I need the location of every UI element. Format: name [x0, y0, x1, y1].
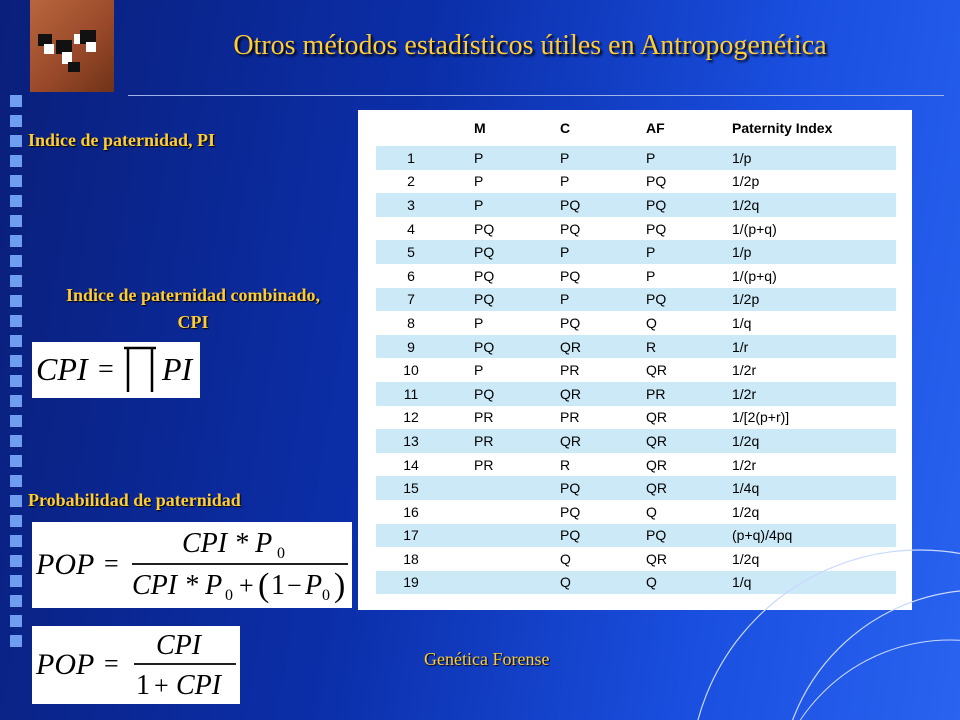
table-cell: 1/(p+q): [732, 267, 777, 284]
table-cell: PQ: [560, 524, 646, 548]
table-cell: PQ: [560, 503, 581, 520]
table-cell: 10: [403, 362, 419, 379]
table-cell: Q: [646, 571, 732, 595]
table-row: [376, 217, 896, 241]
svg-text:=: =: [104, 549, 119, 578]
table-cell: 1/p: [732, 146, 896, 170]
table-cell: PQ: [560, 267, 581, 284]
table-cell: QR: [560, 429, 646, 453]
table-cell: P: [560, 288, 646, 312]
table-cell: [474, 571, 560, 595]
table-cell: Q: [560, 550, 571, 567]
table-cell: Q: [560, 571, 646, 595]
table-cell: QR: [646, 409, 667, 426]
table-cell: PQ: [646, 524, 732, 548]
cpi-formula: [32, 342, 200, 398]
table-cell: P: [560, 173, 570, 190]
table-cell: 19: [376, 571, 474, 595]
decorative-square-strip: [10, 95, 24, 655]
svg-text:1: 1: [271, 570, 285, 601]
decorative-arcs: [620, 520, 960, 720]
table-cell: P: [646, 146, 732, 170]
table-cell: PQ: [474, 240, 560, 264]
table-row: [376, 193, 896, 217]
table-cell: [474, 524, 560, 548]
table-cell: PR: [474, 409, 494, 426]
table-cell: R: [560, 456, 571, 473]
table-cell: QR: [646, 362, 667, 379]
table-cell: PQ: [560, 220, 581, 237]
table-cell: 1/4q: [732, 476, 896, 500]
pop-formula-simple: [32, 626, 240, 704]
table-cell: 9: [376, 335, 474, 359]
table-cell: 7: [376, 288, 474, 312]
cpi-label: [28, 282, 358, 336]
table-row: [376, 311, 896, 335]
table-cell: PQ: [646, 173, 667, 190]
table-row: [376, 335, 896, 359]
svg-text:CPI * P: CPI * P: [182, 528, 273, 559]
column-header: Paternity Index: [732, 120, 833, 136]
svg-text:0: 0: [225, 587, 233, 604]
title-divider: [128, 95, 944, 96]
table-cell: 1: [376, 146, 474, 170]
table-cell: PR: [474, 429, 560, 453]
table-cell: 1/[2(p+r)]: [732, 409, 790, 426]
table-cell: 1/(p+q): [732, 220, 777, 237]
table-cell: [474, 476, 560, 500]
table-cell: QR: [646, 476, 732, 500]
table-cell: 1/2r: [732, 362, 757, 379]
pi-label: Indice de paternidad, PI: [28, 130, 216, 150]
table-cell: 11: [376, 382, 474, 406]
table-cell: PQ: [646, 193, 732, 217]
table-cell: P: [646, 267, 656, 284]
table-cell: 5: [376, 240, 474, 264]
table-row: [376, 288, 896, 312]
pop-formula-full: [32, 522, 352, 608]
table-cell: PR: [560, 362, 580, 379]
table-cell: PQ: [474, 267, 495, 284]
table-cell: PQ: [560, 476, 646, 500]
table-cell: 1/2r: [732, 382, 896, 406]
table-cell: 1/2q: [732, 503, 760, 520]
table-cell: P: [474, 314, 484, 331]
table-row: [376, 146, 896, 170]
table-cell: P: [474, 193, 560, 217]
table-cell: 1/r: [732, 335, 896, 359]
table-row: [376, 406, 896, 430]
table-cell: PR: [474, 456, 494, 473]
table-cell: 2: [407, 173, 415, 190]
table-cell: 6: [407, 267, 415, 284]
table-cell: QR: [646, 429, 732, 453]
svg-text:0: 0: [277, 545, 285, 562]
svg-text:=: =: [98, 354, 114, 385]
table-cell: 13: [376, 429, 474, 453]
table-cell: 15: [376, 476, 474, 500]
table-row: [376, 382, 896, 406]
svg-text:0: 0: [322, 587, 330, 604]
table-cell: PQ: [646, 288, 732, 312]
svg-text:POP: POP: [36, 548, 95, 581]
table-cell: 1/2q: [732, 193, 896, 217]
table-cell: 1/2q: [732, 550, 760, 567]
table-cell: P: [560, 240, 646, 264]
table-row: [376, 453, 896, 477]
table-cell: PQ: [474, 220, 495, 237]
table-cell: 18: [403, 550, 419, 567]
table-cell: Q: [646, 314, 657, 331]
table-cell: P: [474, 173, 484, 190]
table-cell: 1/2r: [732, 456, 757, 473]
table-cell: 17: [376, 524, 474, 548]
table-cell: PQ: [560, 193, 646, 217]
table-cell: PR: [560, 409, 580, 426]
table-cell: QR: [560, 382, 646, 406]
table-cell: 3: [376, 193, 474, 217]
table-cell: P: [474, 146, 560, 170]
table-row: [376, 240, 896, 264]
table-cell: (p+q)/4pq: [732, 524, 896, 548]
column-header: M: [474, 120, 486, 136]
svg-text:PI: PI: [162, 351, 193, 387]
table-row: [376, 170, 896, 194]
svg-text:POP: POP: [36, 648, 95, 681]
table-row: [376, 429, 896, 453]
table-cell: 1/2p: [732, 288, 896, 312]
svg-text:+: +: [239, 571, 254, 600]
svg-text:CPI: CPI: [176, 670, 222, 701]
table-cell: 1/p: [732, 240, 896, 264]
svg-text:1: 1: [136, 670, 150, 701]
table-cell: PR: [646, 382, 732, 406]
svg-text:=: =: [104, 649, 119, 678]
cpi-label-line1: Indice de paternidad combinado,: [65, 285, 321, 305]
table-cell: P: [646, 240, 732, 264]
table-cell: 1/q: [732, 314, 752, 331]
table-header-row: [376, 110, 896, 146]
table-row: [376, 476, 896, 500]
table-cell: 16: [403, 503, 419, 520]
svg-text:+: +: [154, 671, 169, 700]
svg-text:CPI: CPI: [36, 351, 88, 387]
svg-text:(: (: [258, 567, 270, 604]
svg-text:−: −: [287, 571, 302, 600]
table-cell: PQ: [560, 314, 581, 331]
column-header: AF: [646, 120, 665, 136]
table-cell: 14: [403, 456, 419, 473]
table-cell: Q: [646, 503, 657, 520]
table-row: [376, 358, 896, 382]
table-cell: 8: [407, 314, 415, 331]
pop-label: Probabilidad de paternidad: [28, 490, 241, 510]
table-cell: P: [474, 362, 484, 379]
svg-text:CPI * P: CPI * P: [132, 570, 223, 601]
table-cell: QR: [646, 456, 667, 473]
table-cell: [474, 500, 560, 524]
svg-text:): ): [334, 567, 346, 604]
table-cell: PQ: [474, 335, 560, 359]
table-cell: QR: [560, 335, 646, 359]
table-cell: PQ: [474, 288, 560, 312]
table-cell: QR: [646, 550, 667, 567]
table-cell: PQ: [646, 220, 667, 237]
page-title: Otros métodos estadísticos útiles en Antropogenética: [233, 30, 827, 61]
table-cell: 4: [407, 220, 415, 237]
svg-text:P: P: [305, 570, 323, 601]
column-header: [376, 110, 474, 146]
table-cell: R: [646, 335, 732, 359]
table-cell: 12: [403, 409, 419, 426]
table-row: [376, 264, 896, 288]
table-cell: 1/q: [732, 571, 896, 595]
table-cell: 1/2p: [732, 173, 760, 190]
table-cell: 1/2q: [732, 429, 896, 453]
footer-text: Genética Forense: [424, 649, 550, 669]
column-header: C: [560, 120, 571, 136]
svg-text:CPI: CPI: [156, 630, 202, 661]
cpi-label-line2: CPI: [177, 312, 209, 332]
table-cell: P: [560, 146, 646, 170]
table-cell: [474, 547, 560, 571]
table-cell: PQ: [474, 382, 560, 406]
